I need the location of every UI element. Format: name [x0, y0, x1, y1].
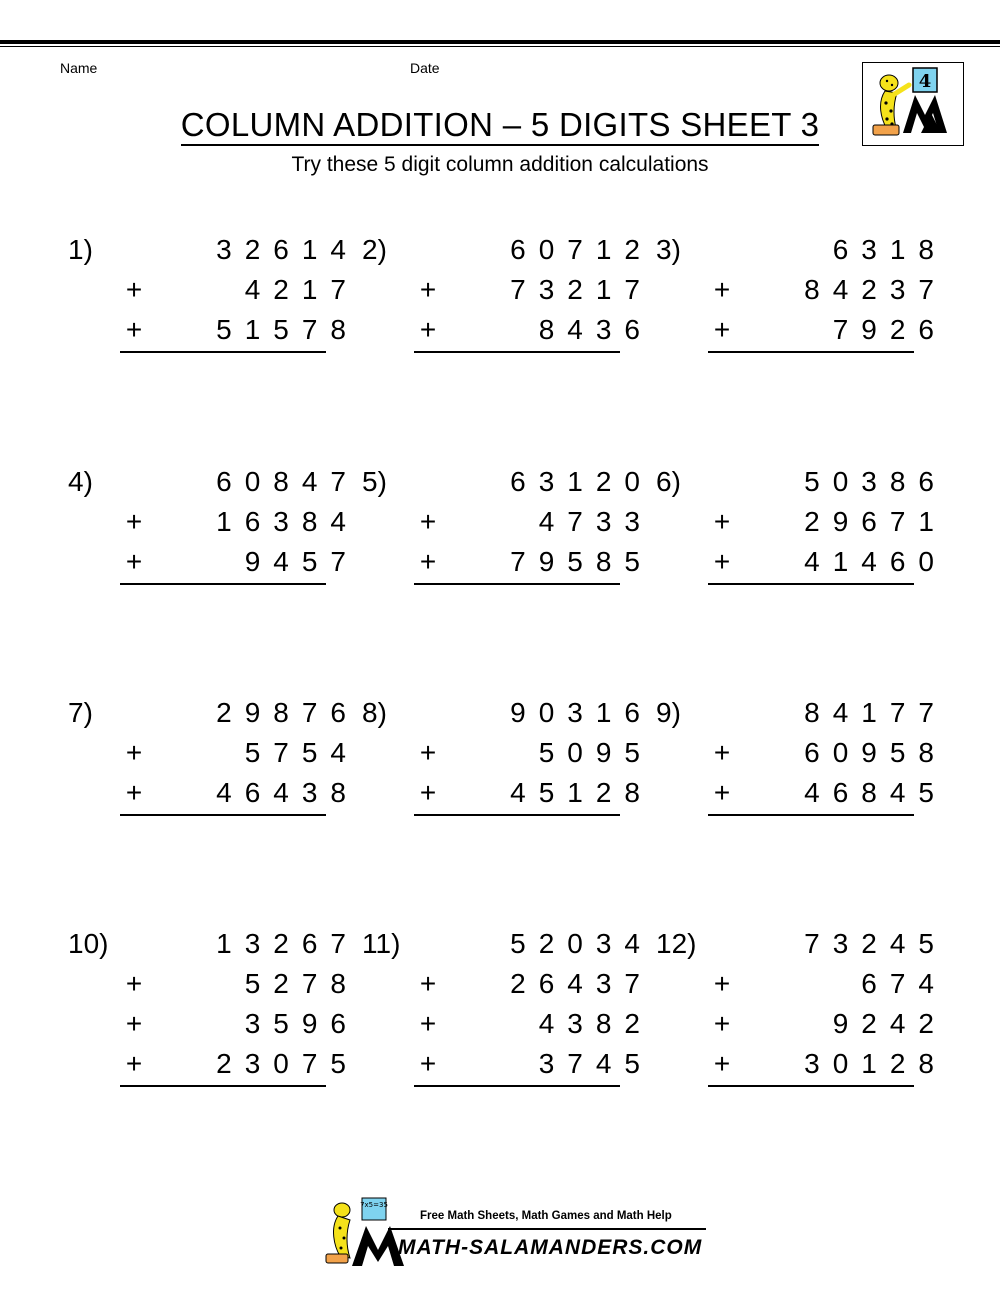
addend-digits	[739, 773, 947, 813]
logo-number: 4	[918, 71, 932, 92]
addend-row	[116, 693, 359, 733]
plus-sign: +	[713, 968, 731, 999]
addend-row	[704, 502, 947, 542]
addend-digits	[151, 270, 359, 310]
addend-value: 9242	[832, 1008, 947, 1039]
page-subtitle: Try these 5 digit column addition calculations	[291, 153, 709, 176]
addend-digits	[739, 462, 947, 502]
problem-number: 1)	[68, 234, 93, 265]
name-label: Name	[60, 60, 98, 76]
addend-row	[410, 230, 653, 270]
addend-digits	[445, 693, 653, 733]
plus-sign: +	[713, 546, 731, 577]
plus-sign: +	[125, 506, 143, 537]
addend-digits	[445, 1044, 653, 1084]
addend-digits	[445, 502, 653, 542]
addend-row	[704, 1044, 947, 1084]
addend-digits	[739, 1044, 947, 1084]
addend-row	[704, 964, 947, 1004]
addend-row	[116, 733, 359, 773]
addend-row	[410, 1044, 653, 1084]
salamander-grade-icon	[863, 63, 963, 145]
addend-value: 73217	[510, 274, 653, 305]
addend-value: 46438	[216, 777, 359, 808]
addend-value: 26437	[510, 968, 653, 999]
top-rule-thin	[0, 46, 1000, 47]
addend-row	[410, 502, 653, 542]
addend-row	[116, 230, 359, 270]
plus-sign: +	[419, 1048, 437, 1079]
addend-value: 84237	[804, 274, 947, 305]
addend-row	[410, 270, 653, 310]
addend-digits	[739, 924, 947, 964]
addend-digits	[445, 542, 653, 582]
addend-row	[116, 270, 359, 310]
addend-value: 52034	[510, 928, 653, 959]
answer-line	[120, 583, 326, 585]
footer-tagline: Free Math Sheets, Math Games and Math Help	[420, 1210, 672, 1222]
addend-row	[116, 1044, 359, 1084]
addend-digits	[739, 502, 947, 542]
addend-row	[116, 542, 359, 582]
addend-value: 4217	[244, 274, 359, 305]
top-rule	[0, 40, 1000, 44]
answer-line	[120, 814, 326, 816]
addend-value: 60958	[804, 737, 947, 768]
addend-value: 29671	[804, 506, 947, 537]
addend-digits	[739, 270, 947, 310]
answer-line	[414, 583, 620, 585]
problem-number: 2)	[362, 234, 387, 265]
addend-value: 50386	[804, 466, 947, 497]
addend-digits	[739, 310, 947, 350]
addend-value: 32614	[216, 234, 359, 265]
addend-digits	[445, 773, 653, 813]
page-title	[0, 106, 1000, 144]
addend-row	[116, 310, 359, 350]
answer-line	[120, 1085, 326, 1087]
date-label: Date	[410, 60, 440, 76]
footer-divider	[388, 1228, 706, 1230]
addend-value: 79585	[510, 546, 653, 577]
plus-sign: +	[419, 506, 437, 537]
plus-sign: +	[125, 314, 143, 345]
addend-value: 84177	[804, 697, 947, 728]
addend-value: 73245	[804, 928, 947, 959]
plus-sign: +	[125, 737, 143, 768]
plus-sign: +	[713, 777, 731, 808]
addend-row	[116, 924, 359, 964]
problem-number: 7)	[68, 697, 93, 728]
problem-number: 12)	[656, 928, 697, 959]
addend-row	[116, 462, 359, 502]
addend-value: 7926	[832, 314, 947, 345]
addend-value: 9457	[244, 546, 359, 577]
addend-digits	[151, 1004, 359, 1044]
addend-value: 90316	[510, 697, 653, 728]
addend-value: 8436	[538, 314, 653, 345]
problem-number: 6)	[656, 466, 681, 497]
addend-row	[410, 462, 653, 502]
addend-value: 5754	[244, 737, 359, 768]
addend-digits	[739, 964, 947, 1004]
addend-digits	[445, 310, 653, 350]
plus-sign: +	[419, 274, 437, 305]
addend-digits	[151, 693, 359, 733]
answer-line	[708, 351, 914, 353]
addend-row	[410, 924, 653, 964]
addend-value: 13267	[216, 928, 359, 959]
addend-row	[704, 230, 947, 270]
addend-digits	[739, 230, 947, 270]
addend-row	[704, 924, 947, 964]
addend-value: 5278	[244, 968, 359, 999]
plus-sign: +	[713, 1048, 731, 1079]
problem-number: 10)	[68, 928, 109, 959]
plus-sign: +	[419, 1008, 437, 1039]
addend-digits	[151, 310, 359, 350]
answer-line	[708, 1085, 914, 1087]
plus-sign: +	[125, 968, 143, 999]
addend-row	[116, 1004, 359, 1044]
addend-value: 6318	[832, 234, 947, 265]
addend-digits	[151, 502, 359, 542]
addend-value: 4733	[538, 506, 653, 537]
board-text: 7x5=35	[360, 1201, 388, 1209]
plus-sign: +	[713, 506, 731, 537]
addend-value: 16384	[216, 506, 359, 537]
addend-value: 23075	[216, 1048, 359, 1079]
addend-digits	[445, 924, 653, 964]
addend-row	[704, 310, 947, 350]
addend-row	[704, 462, 947, 502]
answer-line	[414, 814, 620, 816]
addend-row	[116, 964, 359, 1004]
addend-digits	[445, 270, 653, 310]
plus-sign: +	[125, 777, 143, 808]
problem-number: 5)	[362, 466, 387, 497]
answer-line	[414, 1085, 620, 1087]
problem-number: 11)	[362, 928, 401, 959]
addend-row	[410, 733, 653, 773]
answer-line	[708, 583, 914, 585]
addend-value: 5095	[538, 737, 653, 768]
plus-sign: +	[125, 1048, 143, 1079]
addend-digits	[151, 733, 359, 773]
problem-number: 4)	[68, 466, 93, 497]
problem-number: 8)	[362, 697, 387, 728]
addend-digits	[445, 1004, 653, 1044]
addend-value: 41460	[804, 546, 947, 577]
problem-number: 9)	[656, 697, 681, 728]
addend-row	[704, 542, 947, 582]
addend-value: 29876	[216, 697, 359, 728]
addend-value: 3596	[244, 1008, 359, 1039]
page-title-text: COLUMN ADDITION – 5 DIGITS SHEET 3	[181, 106, 820, 146]
problem-number: 3)	[656, 234, 681, 265]
addend-row	[410, 964, 653, 1004]
addend-value: 3745	[538, 1048, 653, 1079]
addend-row	[410, 310, 653, 350]
footer-logo	[322, 1196, 712, 1268]
addend-value: 60712	[510, 234, 653, 265]
addend-digits	[739, 733, 947, 773]
addend-value: 4382	[538, 1008, 653, 1039]
footer-site-name: MATH-SALAMANDERS.COM	[398, 1236, 703, 1259]
grade-logo	[862, 62, 964, 146]
answer-line	[414, 351, 620, 353]
addend-value: 45128	[510, 777, 653, 808]
addend-row	[116, 773, 359, 813]
addend-digits	[739, 1004, 947, 1044]
addend-value: 63120	[510, 466, 653, 497]
addend-value: 46845	[804, 777, 947, 808]
plus-sign: +	[125, 274, 143, 305]
addend-digits	[151, 462, 359, 502]
plus-sign: +	[419, 546, 437, 577]
addend-row	[410, 693, 653, 733]
addend-digits	[151, 773, 359, 813]
addend-digits	[445, 964, 653, 1004]
addend-value: 674	[861, 968, 947, 999]
plus-sign: +	[713, 314, 731, 345]
plus-sign: +	[713, 274, 731, 305]
answer-line	[708, 814, 914, 816]
plus-sign: +	[125, 546, 143, 577]
addend-digits	[151, 230, 359, 270]
addend-digits	[445, 462, 653, 502]
addend-digits	[445, 230, 653, 270]
addend-digits	[445, 733, 653, 773]
addend-row	[410, 1004, 653, 1044]
addend-value: 51578	[216, 314, 359, 345]
plus-sign: +	[419, 968, 437, 999]
plus-sign: +	[419, 777, 437, 808]
answer-line	[120, 351, 326, 353]
addend-value: 30128	[804, 1048, 947, 1079]
plus-sign: +	[419, 314, 437, 345]
addend-row	[704, 773, 947, 813]
plus-sign: +	[713, 1008, 731, 1039]
addend-digits	[151, 924, 359, 964]
addend-row	[410, 542, 653, 582]
addend-digits	[151, 1044, 359, 1084]
addend-row	[704, 693, 947, 733]
addend-digits	[151, 964, 359, 1004]
addend-value: 60847	[216, 466, 359, 497]
addend-digits	[739, 542, 947, 582]
addend-digits	[151, 542, 359, 582]
plus-sign: +	[125, 1008, 143, 1039]
addend-row	[704, 270, 947, 310]
addend-row	[704, 733, 947, 773]
addend-row	[116, 502, 359, 542]
addend-row	[704, 1004, 947, 1044]
plus-sign: +	[713, 737, 731, 768]
addend-row	[410, 773, 653, 813]
addend-digits	[739, 693, 947, 733]
plus-sign: +	[419, 737, 437, 768]
